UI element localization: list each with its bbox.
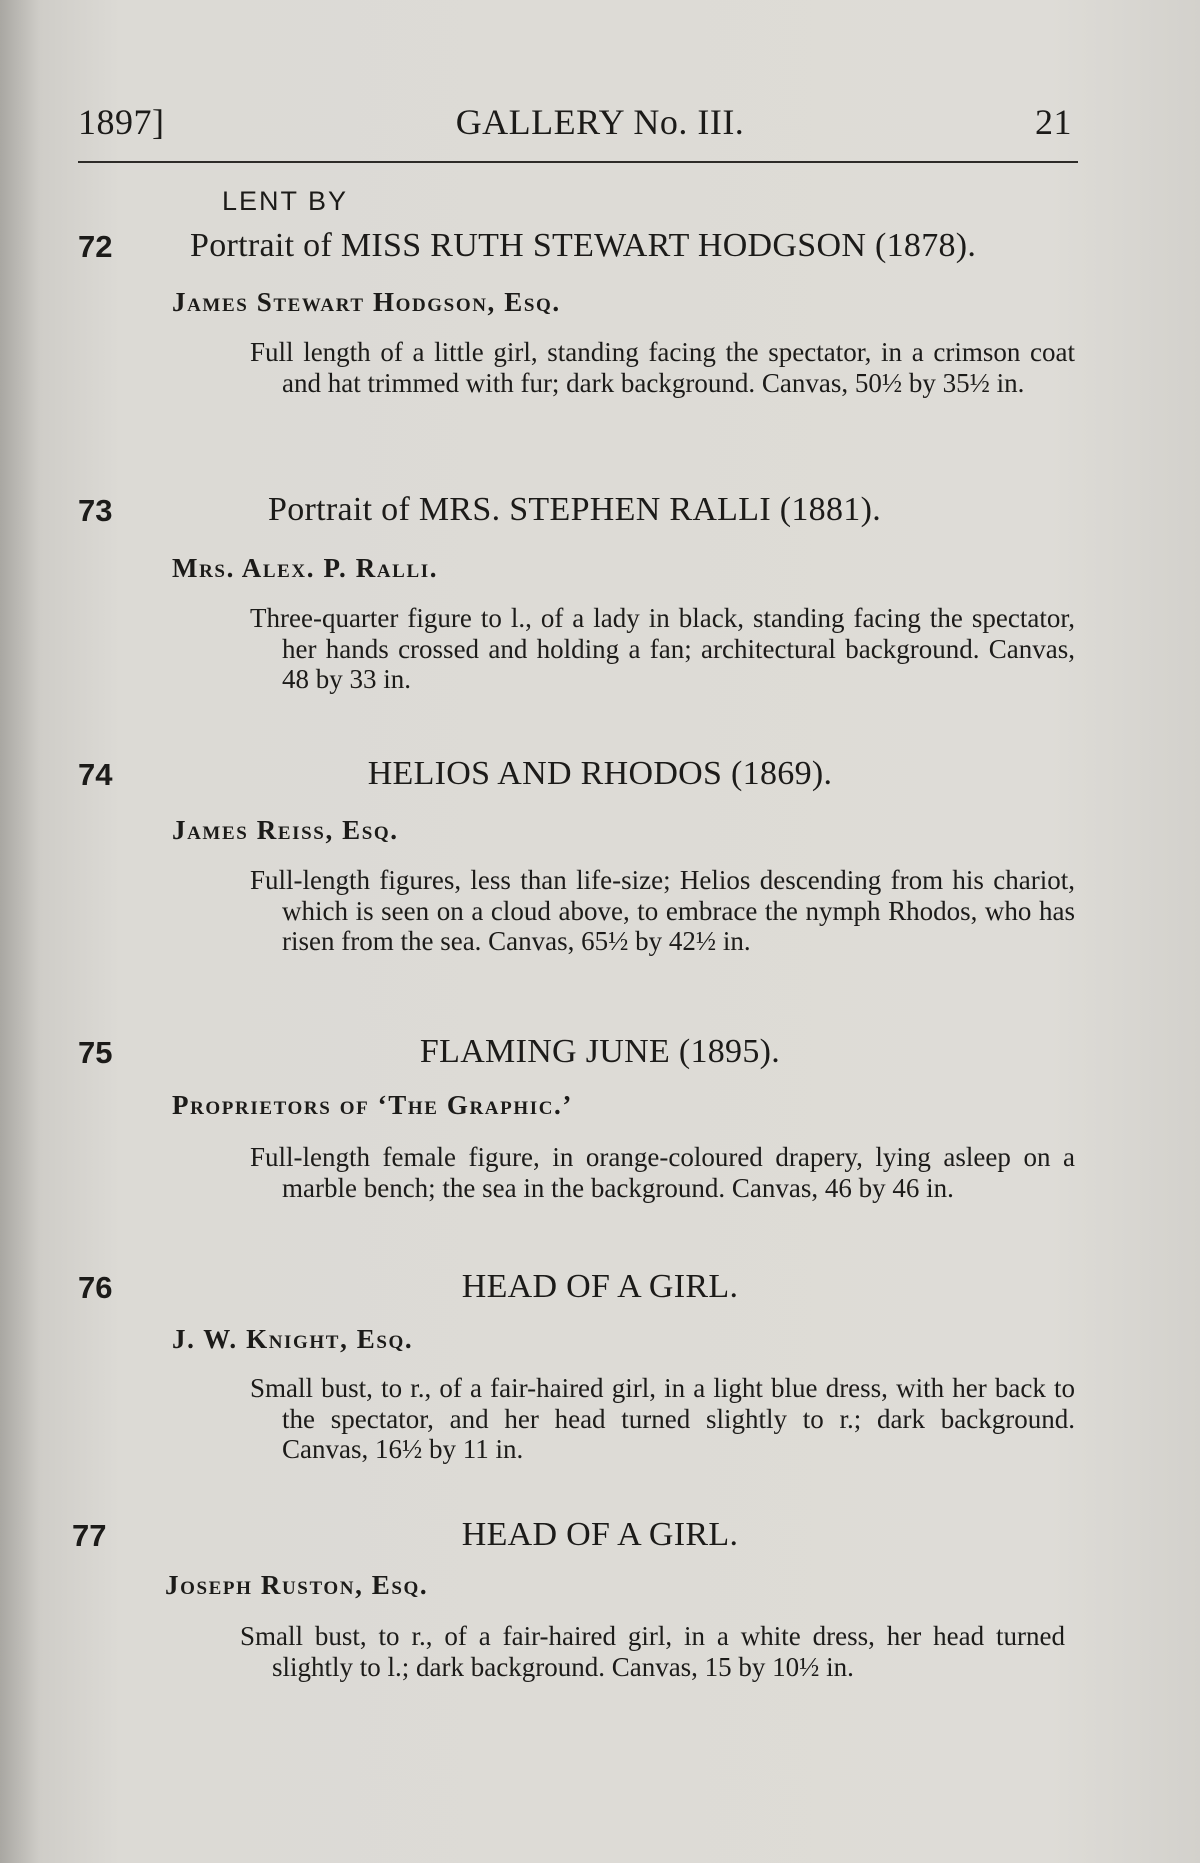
entry-description: Full length of a little girl, standing facing the spectator, in a crimson coat and hat trimmed with fur; dark background. Canvas, 50½ by 35½ in. — [250, 337, 1075, 398]
entry-number: 75 — [78, 1035, 113, 1070]
entry-title: HELIOS AND RHODOS (1869). — [367, 755, 833, 792]
entry-number: 76 — [78, 1270, 113, 1305]
entry-number: 72 — [78, 229, 113, 264]
entry-owner: James Reiss, Esq. — [172, 815, 399, 845]
entry-owner: Mrs. Alex. P. Ralli. — [172, 553, 439, 583]
entry-number: 74 — [78, 757, 113, 792]
entry-title: HEAD OF A GIRL. — [461, 1516, 739, 1553]
entry-number: 77 — [72, 1518, 107, 1553]
entry-number: 73 — [78, 493, 113, 528]
lent-by-label: LENT BY — [222, 186, 349, 216]
entry-owner: J. W. Knight, Esq. — [172, 1324, 414, 1354]
entry-description: Full-length figures, less than life-size; Helios descending from his chariot, which is seen on a cloud above, to embrace the nymph Rhodos, who has risen from the sea. Canvas, 65½ by 42½ in. — [250, 865, 1075, 956]
entry-description: Three-quarter figure to l., of a lady in black, standing facing the spectator, her hands crossed and holding a fan; architectural background. Canvas, 48 by 33 in. — [250, 603, 1075, 694]
entry-owner: Joseph Ruston, Esq. — [165, 1570, 429, 1600]
header-title: GALLERY No. III. — [455, 102, 745, 142]
header-rule — [78, 161, 1078, 163]
entry-title: Portrait of MISS RUTH STEWART HODGSON (1878). — [190, 227, 977, 264]
entry-owner: James Stewart Hodgson, Esq. — [172, 287, 561, 317]
entry-owner: Proprietors of ‘The Graphic.’ — [172, 1090, 573, 1120]
header-year: 1897] — [78, 102, 165, 142]
entry-description: Small bust, to r., of a fair-haired girl, in a white dress, her head turned slightly to l.; dark background. Canvas, 15 by 10½ in. — [240, 1621, 1065, 1682]
header-page-number: 21 — [1035, 102, 1072, 142]
entry-description: Small bust, to r., of a fair-haired girl, in a light blue dress, with her back to the spectator, and her head turned slightly to r.; dark background. Canvas, 16½ by 11 in. — [250, 1373, 1075, 1464]
entry-title: Portrait of MRS. STEPHEN RALLI (1881). — [268, 491, 881, 528]
entry-title: FLAMING JUNE (1895). — [419, 1033, 781, 1070]
entry-title: HEAD OF A GIRL. — [461, 1268, 739, 1305]
entry-description: Full-length female figure, in orange-coloured drapery, lying asleep on a marble bench; the sea in the background. Canvas, 46 by 46 in. — [250, 1142, 1075, 1203]
